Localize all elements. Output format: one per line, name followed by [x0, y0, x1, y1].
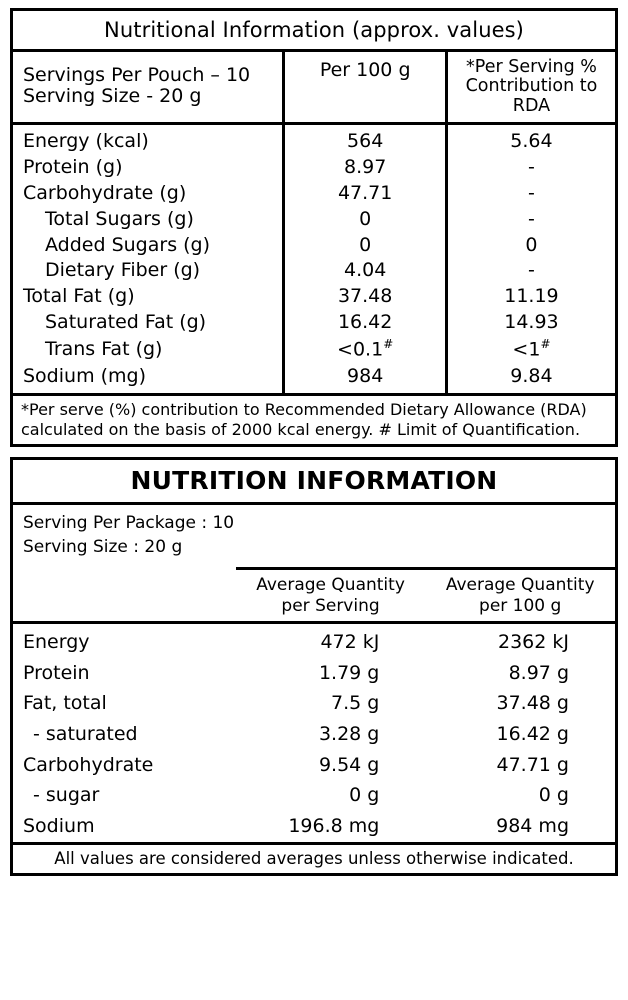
panel1-nutrient-name: Protein (g) — [23, 155, 123, 178]
panel1-nutrient-name: Saturated Fat (g) — [45, 311, 207, 334]
panel1-table-body — [13, 123, 615, 393]
panel1-nutrient-name: Trans Fat (g) — [45, 337, 163, 360]
panel2-value-per-100g: 8.97 g — [508, 661, 569, 684]
panel1-value-per-100g: 37.48 — [284, 284, 447, 310]
panel2-value-per-100g: 2362 kJ — [498, 630, 569, 653]
panel1-header-rda — [446, 52, 615, 123]
panel2-header-per-serving — [236, 569, 426, 623]
per-100g-line2: per 100 g — [479, 595, 562, 616]
panel2-nutrient-name: - sugar — [33, 784, 100, 807]
panel2-header-row — [13, 569, 615, 623]
panel1-row — [13, 284, 615, 310]
panel2-table-head — [13, 569, 615, 623]
per-serving-line1: Average Quantity — [256, 575, 405, 596]
panel2-header-blank — [13, 569, 236, 623]
panel1-header-row — [13, 52, 615, 123]
panel2-value-per-serving: 1.79 g — [318, 661, 380, 684]
panel1-nutrient-name: Added Sugars (g) — [45, 233, 211, 256]
panel2-value-per-serving: 3.28 g — [318, 722, 380, 745]
panel2-header-per-100g — [425, 569, 615, 623]
serving-size: Serving Size - 20 g — [23, 85, 202, 108]
panel1-value-per-100g: 0 — [284, 233, 447, 259]
panel2-value-per-serving: 196.8 mg — [288, 815, 380, 838]
panel1-row — [13, 310, 615, 336]
panel1-value-rda: - — [446, 155, 615, 181]
panel2-row — [13, 750, 615, 781]
panel1-value-per-100g: 47.71 — [284, 181, 447, 207]
panel1-nutrient-name: Carbohydrate (g) — [23, 181, 187, 204]
panel1-row — [13, 123, 615, 154]
panel1-header-servings — [13, 52, 284, 123]
panel1-nutrient-name: Energy (kcal) — [23, 129, 149, 152]
panel1-row — [13, 207, 615, 233]
panel1-nutrient-name: Total Sugars (g) — [45, 207, 194, 230]
panel1-nutrient-name: Total Fat (g) — [23, 285, 135, 308]
panel2-value-per-serving: 7.5 g — [331, 692, 380, 715]
panel2-nutrient-name: Sodium — [23, 815, 95, 838]
panel2-value-per-serving: 0 g — [349, 784, 380, 807]
panel2-row — [13, 780, 615, 811]
panel1-value-per-100g: 8.97 — [284, 155, 447, 181]
panel1-footnote-line1: *Per serve (%) contribution to Recommended Dietary Allowance (RDA) — [21, 400, 587, 420]
panel2-value-per-100g: 47.71 g — [496, 753, 569, 776]
panel2-value-per-serving: 472 kJ — [320, 630, 380, 653]
panel2-nutrient-name: - saturated — [33, 722, 138, 745]
panel2-nutrient-name: Fat, total — [23, 692, 107, 715]
panel1-value-rda: 5.64 — [446, 123, 615, 154]
panel1-value-per-100g: 16.42 — [284, 310, 447, 336]
panel1-nutrient-name: Sodium (mg) — [23, 364, 147, 387]
serving-size-2: Serving Size : 20 g — [23, 537, 183, 558]
panel1-title: Nutritional Information (approx. values) — [13, 11, 615, 52]
panel2-nutrient-name: Energy — [23, 630, 90, 653]
panel1-row — [13, 155, 615, 181]
per-100g-line1: Average Quantity — [445, 575, 595, 596]
panel1-footnote — [13, 393, 615, 443]
panel1-value-per-100g: 564 — [284, 123, 447, 154]
serving-per-package: Serving Per Package : 10 — [23, 512, 235, 533]
panel1-row — [13, 336, 615, 363]
panel1-header-per-100g: Per 100 g — [284, 52, 447, 123]
rda-line1: *Per Serving % — [466, 57, 597, 77]
panel1-row — [13, 233, 615, 259]
per-serving-line2: per Serving — [281, 595, 380, 616]
panel2-serving-info — [13, 505, 615, 567]
panel2-row — [13, 719, 615, 750]
panel1-value-rda: 0 — [446, 233, 615, 259]
panel1-value-rda: <1# — [446, 336, 615, 363]
panel1-footnote-line2: calculated on the basis of 2000 kcal energy. # Limit of Quantification. — [21, 419, 581, 439]
rda-line3: RDA — [512, 95, 551, 116]
panel2-row — [13, 622, 615, 657]
panel2-table — [13, 567, 615, 842]
panel2-nutrient-name: Protein — [23, 661, 90, 684]
panel1-value-rda: 9.84 — [446, 364, 615, 394]
panel2-row — [13, 811, 615, 842]
nutritional-information-panel — [10, 8, 618, 447]
panel2-footnote: All values are considered averages unless otherwise indicated. — [13, 842, 615, 873]
panel2-value-per-100g: 984 mg — [496, 815, 569, 838]
panel1-row — [13, 181, 615, 207]
panel1-value-rda: 11.19 — [446, 284, 615, 310]
panel2-row — [13, 658, 615, 689]
panel1-value-rda: - — [446, 258, 615, 284]
servings-per-pouch: Servings Per Pouch – 10 — [23, 64, 251, 87]
panel1-value-rda: 14.93 — [446, 310, 615, 336]
panel2-value-per-100g: 0 g — [538, 784, 569, 807]
panel1-table-head — [13, 52, 615, 123]
panel1-row — [13, 364, 615, 394]
nutrition-information-panel — [10, 457, 618, 876]
panel2-nutrient-name: Carbohydrate — [23, 753, 154, 776]
panel2-value-per-serving: 9.54 g — [318, 753, 380, 776]
panel1-row — [13, 258, 615, 284]
panel2-title: NUTRITION INFORMATION — [13, 460, 615, 505]
panel1-value-per-100g: 0 — [284, 207, 447, 233]
panel1-value-per-100g: <0.1# — [284, 336, 447, 363]
panel1-value-per-100g: 4.04 — [284, 258, 447, 284]
panel2-value-per-100g: 37.48 g — [496, 692, 569, 715]
panel1-table — [13, 52, 615, 393]
panel1-value-per-100g: 984 — [284, 364, 447, 394]
panel1-nutrient-name: Dietary Fiber (g) — [45, 259, 201, 282]
panel2-row — [13, 688, 615, 719]
rda-line2: Contribution to — [465, 76, 598, 97]
panel1-value-rda: - — [446, 181, 615, 207]
panel2-table-body — [13, 622, 615, 841]
panel2-value-per-100g: 16.42 g — [496, 722, 569, 745]
panel1-value-rda: - — [446, 207, 615, 233]
